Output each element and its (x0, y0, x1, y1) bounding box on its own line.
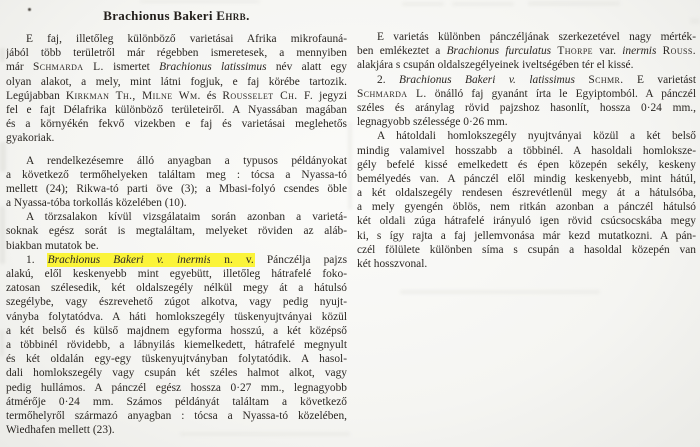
text-segment (575, 74, 588, 86)
text-segment: és két oldalán egy-egy tüskenyujtványban folytatódik. A hasol- (6, 353, 347, 366)
text-line (357, 243, 696, 257)
text-segment: szegélybe, vagy észrevehető zúgot alkotva, vagy pedig nyujt- (6, 296, 347, 309)
text-segment: zatosan szélesedik, két oldalszegély nélkül megy át a hátulsó (6, 282, 347, 295)
text-line (357, 129, 696, 143)
text-segment: Schmr. (588, 73, 624, 86)
scan-smudge (400, 290, 600, 294)
text-line (357, 144, 696, 158)
text-line (357, 58, 696, 72)
text-line (357, 44, 696, 58)
text-line (357, 229, 696, 243)
text-segment: név alatt egy (266, 61, 347, 74)
text-segment: már (6, 61, 34, 74)
text-line (357, 87, 696, 101)
text-segment: pedig hullámos. A pánczél egész hossza 0·27 mm., legnagyobb (6, 381, 347, 394)
text-line (6, 131, 347, 145)
text-line (6, 381, 347, 395)
text-segment: a Nyassa-tóba torkollás közelében (10). (6, 197, 187, 210)
text-line (6, 352, 347, 366)
text-line (6, 295, 347, 309)
text-segment: Ehrb. (216, 8, 250, 23)
text-segment: E faj, illetőleg különböző varietásai Afrika mikrofauná- (26, 33, 347, 45)
scan-smudge (452, 2, 514, 6)
text-line (357, 158, 696, 172)
scan-smudge (348, 122, 352, 210)
text-segment: a mely gyengén öblös, nem ritkán azonban a pánczél hátulsó (357, 201, 696, 214)
paragraph (6, 253, 347, 437)
text-line (6, 267, 347, 281)
text-line (6, 423, 347, 437)
text-segment: 1. (26, 253, 48, 266)
paragraph (6, 154, 347, 211)
text-segment: Brachionus furculatus (446, 45, 552, 58)
text-segment: alakjára s csupán oldalszegélyeinek iveltségében tér el kissé. (357, 59, 634, 72)
highlighted-text: Brachionus Bakeri v. inermis (47, 253, 212, 266)
text-segment: var. (592, 45, 623, 58)
scan-smudge (0, 330, 4, 356)
text-line (6, 210, 347, 224)
paragraph (357, 30, 696, 73)
text-segment: A hátoldali homlokszegély nyujtványai közül a két belső (377, 130, 696, 143)
text-segment: soknak egész sorát is megtaláltam, melyeket röviden az aláb- (6, 225, 347, 238)
paragraph (357, 129, 696, 271)
text-line (6, 32, 347, 46)
text-segment: E varietást (623, 73, 696, 86)
text-segment: két oldali zúga hátrafelé irányuló igen rövid csúcsocskába megy (357, 215, 696, 228)
text-line (6, 60, 347, 74)
text-segment: Thorpe (557, 45, 593, 58)
text-segment: termőhelyről származó anyagban : tócsa a Nyassa-tó közelében, (6, 409, 347, 422)
text-segment: E varietás különben pánczéljának szerkezetével nagy mérték- (377, 31, 696, 43)
text-line (357, 30, 696, 44)
text-segment: Rouss. (662, 45, 696, 58)
text-line (6, 154, 347, 168)
scan-smudge (528, 1, 620, 6)
text-line (357, 186, 696, 200)
text-line (6, 310, 347, 324)
text-segment: és (200, 89, 223, 102)
text-segment: és a környékén fekvő vizekben e faj és varietásai meglehetős (6, 118, 347, 131)
text-segment: Schmarda L. (357, 87, 427, 100)
text-segment: gély befelé kissé emelkedett és épen közepén sekély, keskeny (357, 158, 696, 171)
paragraph (357, 73, 696, 130)
scan-smudge (402, 2, 444, 6)
text-line (357, 257, 696, 271)
text-segment: ismertet (103, 61, 160, 74)
text-line (357, 200, 696, 214)
left-column (6, 8, 347, 437)
text-segment: Kirkman Th., Milne Wm. (65, 89, 201, 102)
text-line (6, 281, 347, 295)
text-segment: legnagyobb szélessége 0·26 mm. (357, 116, 508, 129)
left-column-text (6, 32, 347, 437)
text-segment: inermis (622, 45, 657, 58)
text-line (357, 73, 696, 87)
text-segment: ki, s így rajta a faj jellemvonása már kezd mutatkozni. A pán- (357, 229, 696, 242)
text-segment: A rendelkezésemre álló anyagban a typusos példányokat (26, 154, 347, 167)
text-segment: olyan alakot, a mely, mint látni fogjuk, e faj körébe tartozik. (6, 75, 347, 88)
text-segment: jegyzi (313, 89, 347, 102)
text-line (6, 338, 347, 352)
text-segment: két hosszvonal. (357, 258, 428, 270)
text-segment: ványba folytatódva. A háti homlokszegély tüskenyujtványai közül (6, 310, 347, 323)
text-line (6, 117, 347, 131)
text-segment: Legújabban (6, 89, 66, 102)
text-line (357, 214, 696, 228)
text-segment: Rousselet Ch. F. (222, 89, 314, 102)
text-segment: mellett (24); Rikwa-tó parti öve (3); a Mbasi-folyó csendes öble (6, 182, 347, 195)
right-column-text (357, 30, 696, 271)
text-line (357, 172, 696, 186)
text-line (6, 46, 347, 60)
text-line (357, 115, 696, 129)
text-line (6, 75, 347, 89)
text-segment: önálló faj gyanánt írta le Egyiptomból. A pánczél (426, 87, 696, 100)
text-segment: Pánczélja pajzs (253, 253, 347, 266)
text-segment: Wiedhafen mellett (23). (6, 424, 115, 437)
text-segment: mindig valamivel hosszabb a többinél. A hasoldali homloksze- (357, 144, 696, 157)
text-line (357, 101, 696, 115)
text-line (6, 103, 347, 117)
text-line (6, 395, 347, 409)
scan-smudge (0, 48, 5, 62)
text-segment: a két oldalszegély rendesen észrevétlenül megy át a hátulsóba, (357, 187, 696, 200)
text-line (6, 366, 347, 380)
text-segment: biakban mutatok be. (6, 239, 99, 252)
text-line (6, 182, 347, 196)
scan-smudge (0, 206, 5, 264)
text-segment: Brachionus Bakeri (103, 8, 217, 23)
article-title (6, 8, 347, 24)
text-segment: gyakoriak. (6, 132, 55, 145)
text-line (6, 253, 347, 267)
text-line (6, 89, 347, 103)
paragraph (6, 32, 347, 146)
highlighted-text: n. v. (211, 253, 254, 266)
text-line (6, 224, 347, 238)
text-segment: ben emlékeztet a (357, 45, 447, 58)
text-segment: dali homlokszegély vagy csupán két széles halmot alkot, vagy (6, 367, 347, 380)
text-line (6, 168, 347, 182)
text-segment: széles és aránylag rövid pajzshoz hasonlít, hossza 0·24 mm., (357, 101, 696, 114)
text-segment: a többinél rövidebb, a lábnyilás kiemelkedett, hátrafelé megnyult (6, 338, 347, 351)
text-segment: Brachionus latissimus (159, 61, 267, 74)
right-column (357, 30, 696, 271)
scan-smudge (690, 18, 700, 24)
text-segment: A törzsalakon kívül vizsgálataim során azonban a varietá- (26, 211, 347, 224)
paragraph (6, 210, 347, 253)
text-segment: a következő termőhelyeken találtam meg : tócsa a Nyassa-tó (6, 168, 347, 181)
text-segment: alakú, elől keskenyebb mint egyebütt, illetőleg hátrafelé foko- (6, 268, 347, 280)
text-segment: jából több területről már régebben ismeretesek, a mennyiben (6, 47, 347, 60)
text-segment: a két belső és külső majdnem egyforma hosszú, a két középső (6, 324, 347, 337)
text-line (6, 196, 347, 210)
text-segment: czél fölülete különben síma s csupán a hasoldal közepén van (357, 243, 696, 256)
text-line (6, 239, 347, 253)
text-segment: Schmarda L. (33, 61, 104, 74)
text-line (6, 324, 347, 338)
text-line (6, 409, 347, 423)
scan-smudge (140, 0, 260, 3)
text-segment: fel e fajt Délafrika különböző területeiről. A Nyassában magában (6, 103, 347, 116)
text-segment: átmérője 0·24 mm. Számos példányát találtam a következő (6, 395, 347, 408)
text-segment: bemélyedés van. A pánczél elől mindig keskenyebb, mint hátúl, (357, 172, 696, 185)
text-segment: 2. (377, 73, 400, 86)
text-segment: Brachionus Bakeri v. latissimus (399, 73, 575, 86)
